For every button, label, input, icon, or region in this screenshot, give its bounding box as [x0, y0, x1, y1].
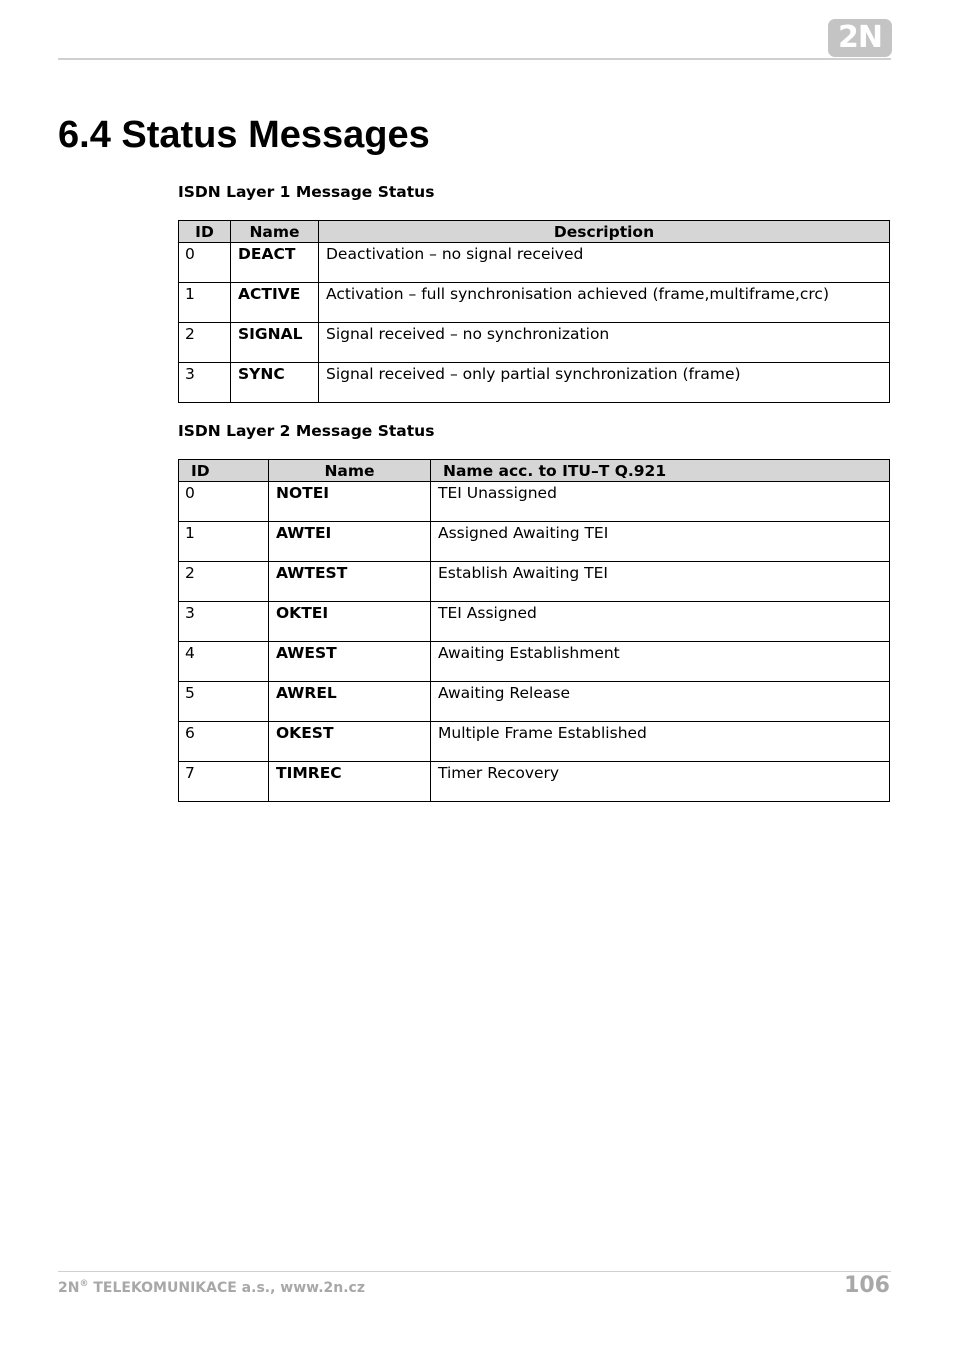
layer1-table — [178, 220, 890, 403]
row-description: Signal received – only partial synchronization (frame) — [319, 363, 890, 403]
table-row — [179, 243, 890, 283]
table-row — [179, 562, 890, 602]
table-row — [179, 722, 890, 762]
row-name: TIMREC — [269, 762, 431, 802]
row-description: Activation – full synchronisation achieved (frame,multiframe,crc) — [319, 283, 890, 323]
column-header-id: ID — [179, 460, 269, 482]
table-row — [179, 522, 890, 562]
layer1-heading: ISDN Layer 1 Message Status — [178, 183, 435, 201]
row-name: AWTEST — [269, 562, 431, 602]
layer2-table — [178, 459, 890, 802]
row-itu-name: Assigned Awaiting TEI — [431, 522, 890, 562]
row-name: DEACT — [231, 243, 319, 283]
logo-text: 2N — [838, 20, 882, 55]
row-name: AWREL — [269, 682, 431, 722]
table-row — [179, 323, 890, 363]
row-id: 2 — [179, 323, 231, 363]
table-row — [179, 602, 890, 642]
table-row — [179, 363, 890, 403]
row-itu-name: Awaiting Release — [431, 682, 890, 722]
page-title: 6.4 Status Messages — [58, 114, 430, 156]
row-itu-name: Multiple Frame Established — [431, 722, 890, 762]
row-id: 1 — [179, 522, 269, 562]
row-itu-name: Timer Recovery — [431, 762, 890, 802]
row-name: OKEST — [269, 722, 431, 762]
row-name: SYNC — [231, 363, 319, 403]
row-id: 1 — [179, 283, 231, 323]
layer2-heading: ISDN Layer 2 Message Status — [178, 422, 435, 440]
row-id: 4 — [179, 642, 269, 682]
table-row — [179, 482, 890, 522]
header-divider — [58, 58, 891, 60]
table-row — [179, 762, 890, 802]
row-name: OKTEI — [269, 602, 431, 642]
row-name: AWEST — [269, 642, 431, 682]
row-name: AWTEI — [269, 522, 431, 562]
row-id: 3 — [179, 602, 269, 642]
column-header-id: ID — [179, 221, 231, 243]
row-id: 2 — [179, 562, 269, 602]
row-id: 3 — [179, 363, 231, 403]
table-header-row — [179, 460, 890, 482]
row-description: Deactivation – no signal received — [319, 243, 890, 283]
row-itu-name: Awaiting Establishment — [431, 642, 890, 682]
row-itu-name: Establish Awaiting TEI — [431, 562, 890, 602]
row-description: Signal received – no synchronization — [319, 323, 890, 363]
row-id: 7 — [179, 762, 269, 802]
column-header-itu-name: Name acc. to ITU–T Q.921 — [431, 460, 890, 482]
table-row — [179, 682, 890, 722]
column-header-description: Description — [319, 221, 890, 243]
row-id: 5 — [179, 682, 269, 722]
row-id: 0 — [179, 243, 231, 283]
table-row — [179, 642, 890, 682]
registered-mark: ® — [79, 1279, 89, 1289]
column-header-name: Name — [231, 221, 319, 243]
row-name: NOTEI — [269, 482, 431, 522]
footer-company-prefix: 2N — [58, 1280, 80, 1296]
row-name: SIGNAL — [231, 323, 319, 363]
table-row — [179, 283, 890, 323]
row-itu-name: TEI Unassigned — [431, 482, 890, 522]
page-number: 106 — [844, 1273, 890, 1298]
row-id: 6 — [179, 722, 269, 762]
footer-company — [58, 1279, 365, 1297]
row-itu-name: TEI Assigned — [431, 602, 890, 642]
footer-divider — [58, 1271, 891, 1272]
brand-logo — [828, 19, 892, 57]
footer-company-rest: TELEKOMUNIKACE a.s., www.2n.cz — [88, 1280, 365, 1296]
column-header-name: Name — [269, 460, 431, 482]
row-name: ACTIVE — [231, 283, 319, 323]
row-id: 0 — [179, 482, 269, 522]
table-header-row — [179, 221, 890, 243]
